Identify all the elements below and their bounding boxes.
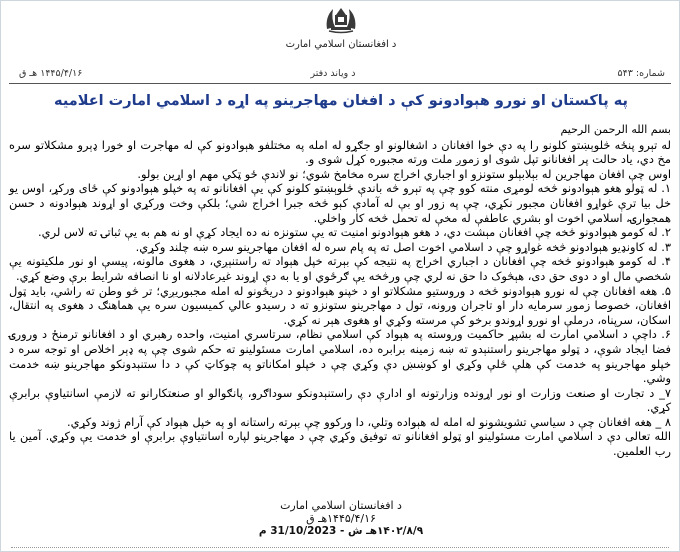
header-divider — [9, 83, 671, 84]
header-organization: د افغانستان اسلامي امارت — [285, 39, 397, 50]
point-3: ۳. له کاونډيو هېوادونو څخه غواړو چې د اسلامي اخوت اصل ته په پام سره له افغان مهاجرينو سره ښه چلند وکړي. — [135, 239, 671, 254]
signature-dates: ۱۴۰۲/۸/۹هـ ش - 31/10/2023 م — [258, 525, 424, 537]
closing-prayer: الله تعالی دې د اسلامي امارت مسئولينو او ټولو افغانانو ته توفيق وکړي چې د مهاجرينو لپاره اسانتياوې برابرې او خدمت يې وکړي. آمين يا رب العلمين. — [9, 429, 671, 459]
signature-name: د افغانستان اسلامي امارت — [280, 499, 402, 512]
intro-paragraph: له تېرو پنځه څلوېښتو کلونو را په دې خوا افغانان د اشغالونو او جګړو له امله په مختلفو هېوادونو کې له مهاجرت او خورا ډېرو مشکلاتو سره مخ دي، ياد حالت پر افغانانو تپل شوی او زموږ ملت ورته مجبوره کړل شوی و. — [9, 137, 671, 167]
emirate-emblem-icon — [323, 3, 359, 35]
document-number: شماره: ۵۴۳ — [617, 68, 665, 79]
signature-block — [1, 500, 680, 538]
bottom-edge — [11, 547, 669, 548]
point-7: ۷_ د تجارت او صنعت وزارت او نور اړونده وزارتونه او ادارې دې راستنېدونکو سوداګرو، پانګوالو او صنعتکارانو ته لازمې اسانتياوې برابرې کړي. — [9, 385, 671, 415]
office-label: د ویاند دفتر — [310, 68, 356, 79]
point-2: ۲. له کومو هېوادونو څخه چې افغانان مېشت دي، د هغو هېوادونو امنيت ته يې ستونزه نه ده ايجاد کړې او نه هم به يې ثباتۍ ته لاس لري. — [38, 225, 671, 240]
header-date: ۱۴۴۵/۴/۱۶ هـ ق — [19, 68, 83, 79]
signature-date-hijri: ۱۴۴۵/۴/۱۶هـ ق — [306, 511, 376, 525]
point-8: ۸ _ هغه افغانان چې د سياسي تشويشونو له امله له هېواده وتلي، دا ورکوو چې بېرته راستانه او په خپل هېواد کې آرام ژوند وکړي. — [66, 414, 671, 429]
point-1: ۱. له ټولو هغو هېوادونو څخه لومړی منته کوو چې په تېرو څه باندې څلوېښتو کلونو کې يې افغانانو ته په خپلو هېوادونو کې ځای ورکړ، اوس يو خل بيا ترې غواړو افغانان مجبور نکړي، چې په زور او بې له آمادې کېو څخه جبرا اخراج شي؛ بلکې وخت ورکړي او اړوند هېوادونه د حسن همجوارۍ، اسلامي اخوت او بشري عاطفې له مخې له تحمل څخه کار واخلي. — [9, 181, 671, 225]
point-6: ۶. داچې د اسلامي امارت له بشپړ حاکميت وروسته په هېواد کې اسلامي نظام، سرتاسري امنيت، واحده رهبري او د افغانانو ترمنځ د ورورۍ فضا ايجاد شوې، د ټولو مهاجرينو راستنېدو ته ښه زمينه برابره ده، اسلامي امارت مسئولينو ته حکم شوی چې په ډېر اخلاص او توجه سره د خپلو مهاجرينو په خدمت کې هلې ځلې وکړي او کوښښ دې وکړي چې د خپلو امکاناتو په چوکاټ کې د دا ستنېدونکو مهاجرينو ښه خدمت وشي. — [9, 327, 671, 386]
document-body — [9, 123, 671, 459]
document-title: په پاکستان او نورو هېوادونو کې د افغان مهاجرينو په اړه د اسلامي امارت اعلاميه — [54, 93, 628, 109]
basmala: بسم الله الرحمن الرحيم — [560, 123, 671, 136]
point-4: ۴. له کومو هېوادونو څخه چې افغانان د اجباري اخراج په نتيجه کې بېرته خپل هېواد ته راستنېږي، د هغوی مالونه، پيسې او نور ملکيتونه يې شخصي مال او د دوی حق دی، هېڅوک دا حق نه لري چې ورڅخه يې ګرځوي او يا به دې اړوند غيرعادلانه او نا انصافه شرايط برې وضع کړي. — [9, 254, 671, 283]
lead-paragraph: اوس چې افغان مهاجرين له بېلابېلو ستونزو او اجباري اخراج سره مخامخ شوي؛ نو لاندې ځو ټکي مهم او اړين بولو. — [137, 166, 671, 181]
point-5: ۵. هغه افغانان چې له نورو هېوادونو څخه د وروستيو مشکلاتو او د خپنو هېوادونو د دريځونو له امله مجبوريږي؛ تر څو وطن ته راشي، بايد ټول افغانان، خصوصا زموږ سرمايه دار او تاجران ورونه، تول د مهاجرينو ستونزو ته د رسيدو عالي کميسيون سره يې هماهنګ د هغوی په انتقال، اسکان، سرپناه، درملې او نورو اړوندو برخو کې مرسته وکړي او هغوی هېر نه کړي. — [9, 283, 671, 327]
